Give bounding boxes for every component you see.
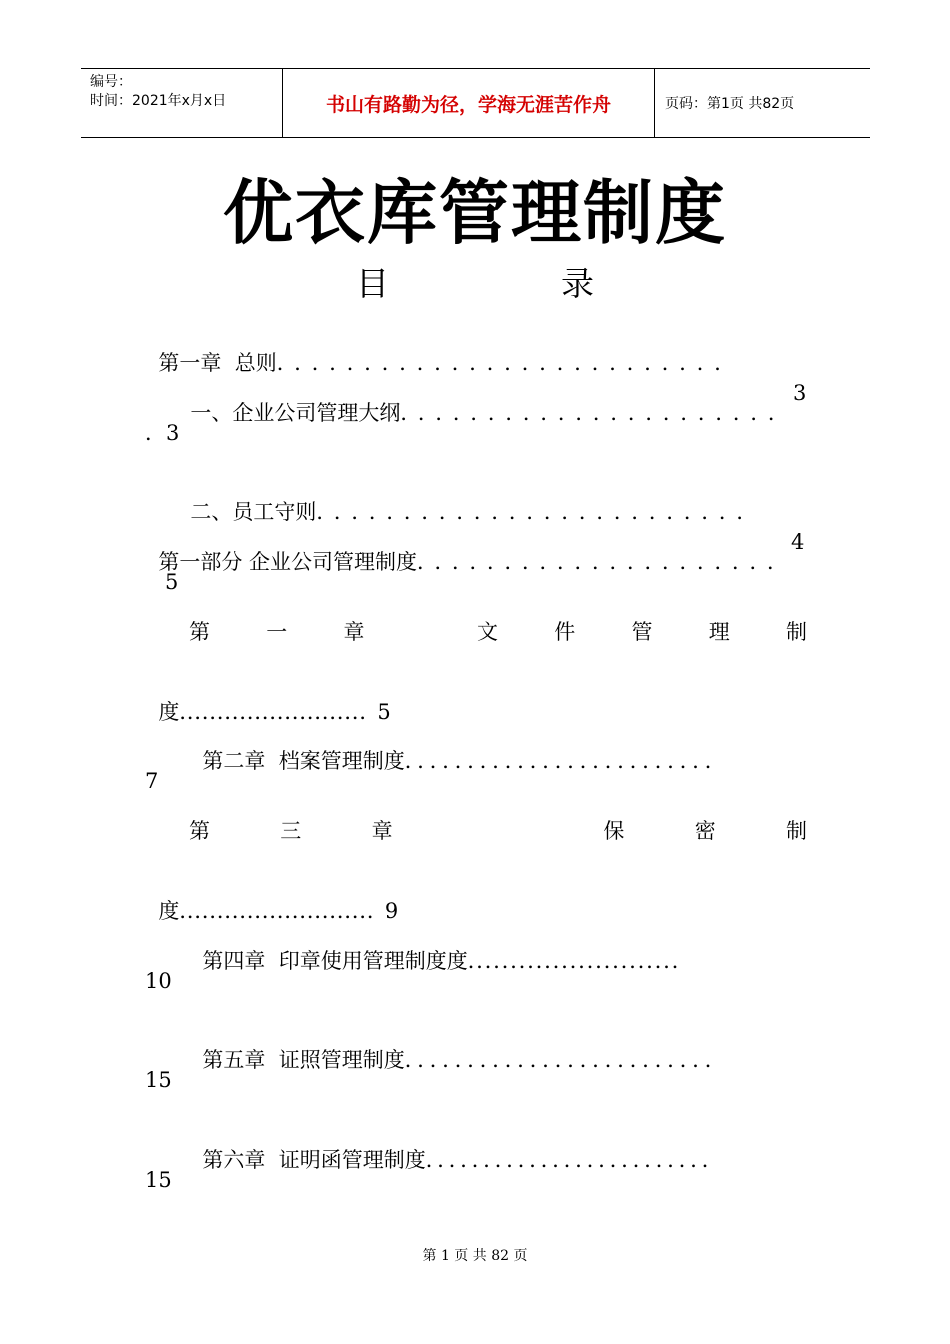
document-header — [81, 68, 870, 138]
toc-entry-page: 4 — [791, 530, 805, 554]
toc-char: 管 — [631, 620, 653, 644]
toc-entry-license[interactable] — [189, 1015, 728, 1075]
toc-entry-certificate[interactable] — [189, 1115, 724, 1175]
toc-entry-label: 第六章 证明函管理制度 — [202, 1148, 426, 1172]
toc-entry-outline[interactable] — [177, 368, 796, 428]
toc-entry-label: 第一章 总则 — [158, 351, 277, 375]
toc-entry-dots: ．．．．．．．．．．．．．．．．．．．．． — [417, 550, 796, 574]
toc-char: 制 — [785, 819, 807, 843]
toc-entry-part-1[interactable] — [145, 517, 795, 577]
toc-entry-dots: ．．．．．．．．．．．．．．．．．．．．．．．．．． — [276, 351, 743, 375]
toc-entry-dots: ．．．．．．．．．．．．．．．．．．．．．． — [400, 401, 796, 425]
toc-entry-dots: ．．．．．．．．．．．．．．．．．．．．．．．．． — [467, 949, 691, 973]
toc-entry-dots: ．．．．．．．．．．．．．．．．．．．．．．．．． — [316, 500, 765, 524]
toc-heading-char-1: 目 — [356, 264, 389, 303]
header-motto: 书山有路勤为径，学海无涯苦作舟 — [282, 69, 655, 137]
toc-entry-archive[interactable] — [189, 716, 728, 776]
toc-entry-license-page: 15 — [145, 1068, 172, 1092]
toc-entry-label: 一、企业公司管理大纲 — [190, 401, 401, 425]
toc-entry-page: 9 — [384, 899, 399, 923]
toc-char: 保 — [603, 819, 625, 843]
toc-entry-outline-page: ．3 — [145, 421, 180, 445]
toc-char: 章 — [371, 819, 393, 843]
header-meta — [81, 69, 282, 137]
toc-entry-dots: ．．．．．．．．．．．．．．．．．．．．．．．．．． — [179, 899, 385, 923]
toc-entry-dots: ．．．．．．．．．．．．．．．．．．．．．．．．． — [404, 749, 728, 773]
toc-entry-dots: ．．．．．．．．．．．．．．．．．．．．．．．．． — [179, 700, 378, 724]
toc-heading — [0, 262, 950, 306]
toc-entry-dots: ．．．．．．．．．．．．．．．．．．．．．．．．． — [425, 1148, 724, 1172]
toc-char: 件 — [554, 620, 576, 644]
toc-entry-label: 度 — [158, 700, 180, 724]
toc-entry-label: 二、员工守则 — [190, 500, 317, 524]
toc-entry-dots: ．．．．．．．．．．．．．．．．．．．．．．．．． — [404, 1048, 728, 1072]
document-title: 优衣库管理制度 — [223, 171, 727, 254]
toc-entry-label: 度 — [158, 899, 180, 923]
toc-char: 理 — [708, 620, 730, 644]
header-number-label: 编号： — [90, 74, 132, 90]
header-date-label: 时间：2021年x月x日 — [90, 93, 227, 109]
toc-char: 章 — [343, 620, 365, 644]
toc-char: 制 — [786, 620, 807, 644]
toc-entry-page: 5 — [377, 700, 391, 724]
toc-entry-part-1-page: 5 — [165, 570, 179, 594]
toc-entry-label: 第一部分 企业公司管理制度 — [158, 550, 418, 574]
toc-entry-label: 第五章 证照管理制度 — [202, 1048, 405, 1072]
toc-entry-page: 3 — [793, 381, 807, 405]
toc-entry-label: 第四章 印章使用管理制度度 — [202, 949, 468, 973]
page-footer: 第 1 页 共 82 页 — [422, 1248, 528, 1264]
toc-char: 密 — [694, 819, 716, 843]
toc-char: 文 — [477, 620, 498, 644]
toc-entry-confidentiality[interactable] — [189, 816, 807, 846]
toc-char: 第 — [189, 620, 210, 644]
toc-char: 第 — [189, 819, 210, 843]
toc-char: 一 — [266, 620, 288, 644]
toc-char: 三 — [280, 819, 302, 843]
toc-entry-label: 第二章 档案管理制度 — [202, 749, 405, 773]
toc-entry-certificate-page: 15 — [145, 1168, 172, 1192]
toc-entry-seal[interactable] — [189, 916, 691, 976]
toc-entry-seal-page: 10 — [145, 969, 172, 993]
toc-entry-file-management[interactable] — [189, 617, 807, 647]
toc-heading-char-2: 录 — [561, 264, 594, 303]
toc-entry-archive-page: 7 — [145, 769, 159, 793]
header-page-info: 页码：第1页 共82页 — [665, 96, 795, 112]
